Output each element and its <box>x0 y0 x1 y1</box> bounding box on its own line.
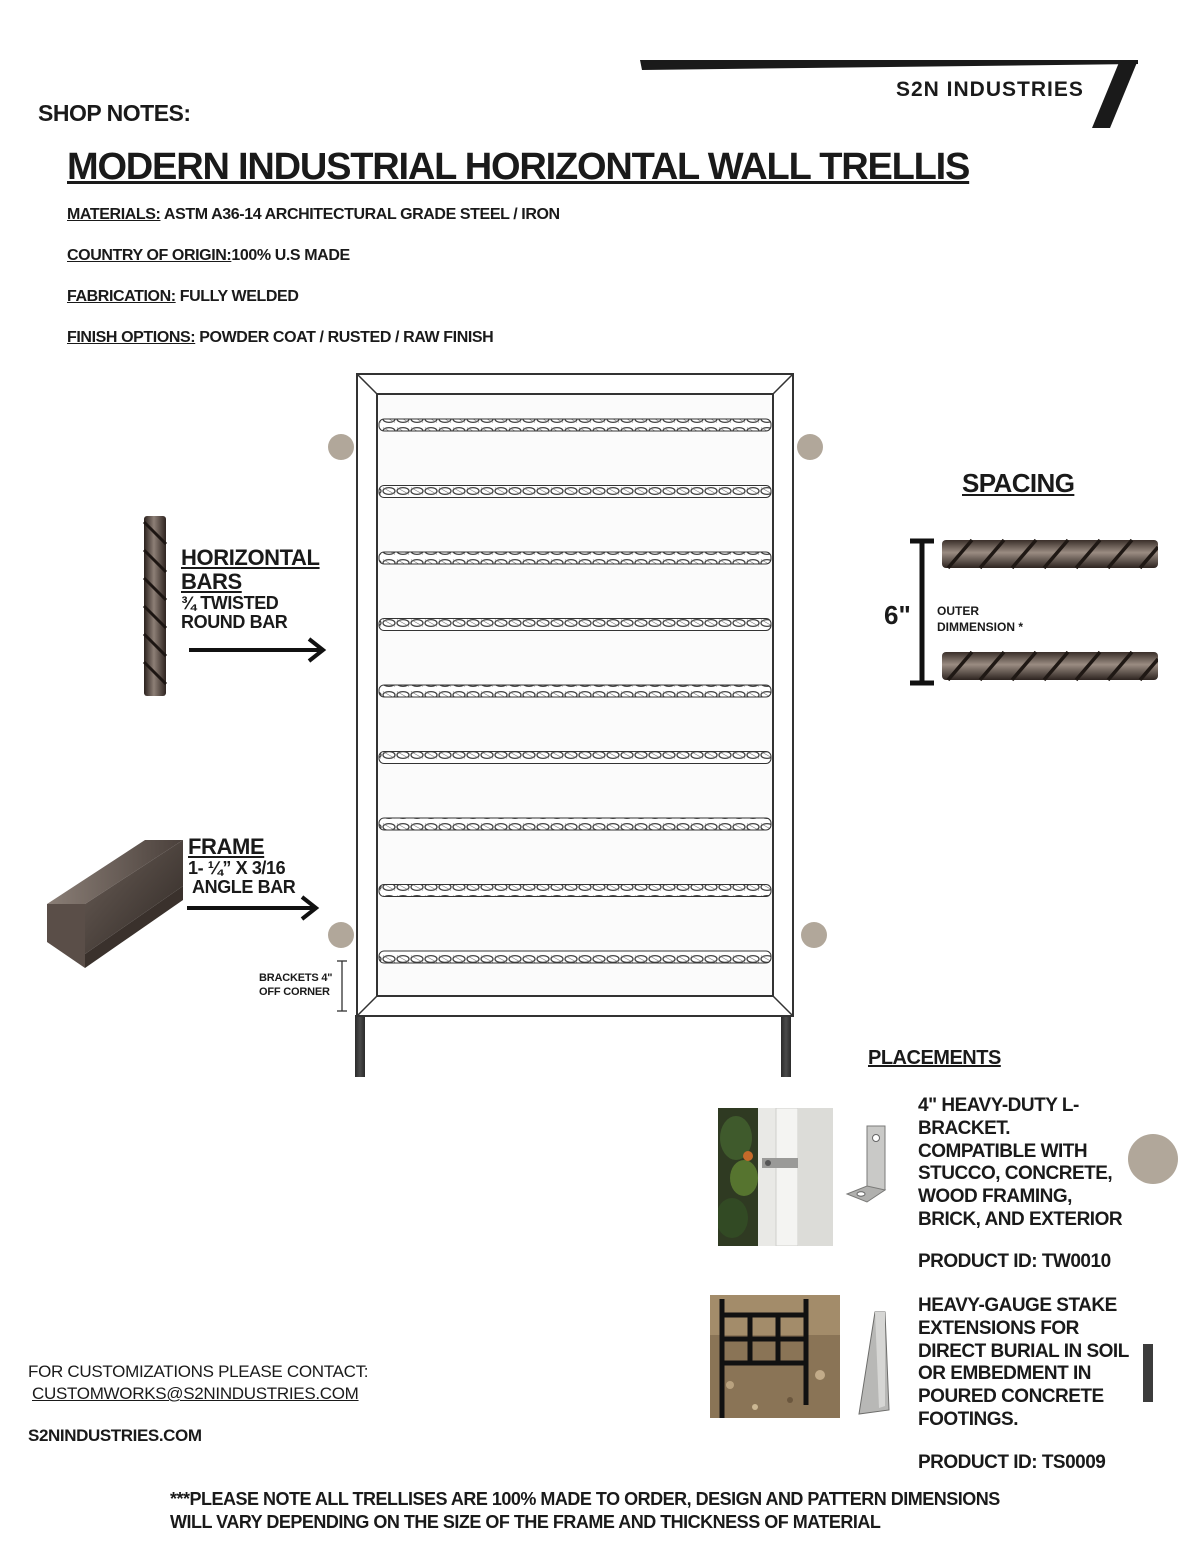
outer-note-line-2: DIMMENSION * <box>937 619 1024 634</box>
spacing-dimension: 6" <box>884 600 911 630</box>
horizontal-bars-sub-2: ROUND BAR <box>181 611 288 632</box>
angle-bar-sample <box>45 838 185 970</box>
stake-desc-line: DIRECT BURIAL IN SOIL <box>918 1340 1129 1362</box>
arrow-right-icon <box>189 636 329 666</box>
outer-note-line-1: OUTER <box>937 604 979 618</box>
bracket-description <box>918 1095 1148 1232</box>
page-title: MODERN INDUSTRIAL HORIZONTAL WALL TRELLIS <box>67 146 970 188</box>
bracket-desc-line: COMPATIBLE WITH <box>918 1140 1088 1162</box>
twisted-bar-6 <box>379 752 771 764</box>
bracket-dot-bottom-right <box>801 922 827 948</box>
bracket-dot-top-left <box>328 434 354 460</box>
twisted-bar-1 <box>379 419 771 431</box>
outer-dimension-note <box>937 604 1023 635</box>
stake-install-photo <box>710 1295 840 1418</box>
arrow-right-icon <box>187 894 322 924</box>
frame-sub-1: 1- ¼” X 3/16 <box>188 857 286 878</box>
horizontal-bars-label <box>181 546 320 632</box>
spec-materials-value: ASTM A36-14 ARCHITECTURAL GRADE STEEL / IRON <box>160 206 560 223</box>
spec-finish <box>67 329 493 347</box>
spec-fabrication-label: FABRICATION: <box>67 288 176 305</box>
spec-origin <box>67 247 350 265</box>
spec-origin-label: COUNTRY OF ORIGIN: <box>67 247 232 264</box>
bracket-install-photo <box>718 1108 833 1246</box>
spec-materials-label: MATERIALS: <box>67 206 161 223</box>
contact-block <box>28 1361 368 1405</box>
spec-fabrication <box>67 288 298 306</box>
bracket-offset-dimension <box>336 960 348 1012</box>
bracket-desc-line: 4" HEAVY-DUTY L- <box>918 1095 1079 1116</box>
frame-heading: FRAME <box>188 834 265 859</box>
twisted-bar-sample <box>942 652 1158 680</box>
frame-sub-2: ANGLE BAR <box>192 877 296 898</box>
spec-materials <box>67 206 560 224</box>
horizontal-bars-heading-2: BARS <box>181 568 242 594</box>
stake-desc-line: OR EMBEDMENT IN <box>918 1363 1091 1385</box>
bracket-desc-line: BRICK, AND EXTERIOR <box>918 1208 1123 1230</box>
stake-desc-line: FOOTINGS. <box>918 1408 1018 1430</box>
trellis-drawing <box>340 365 830 1085</box>
brand-name: S2N INDUSTRIES <box>896 78 1084 101</box>
twisted-bar-sample <box>140 516 170 696</box>
spec-fabrication-value: FULLY WELDED <box>175 288 299 305</box>
bracket-note-line-2: OFF CORNER <box>259 986 330 999</box>
l-bracket-icon <box>845 1124 891 1210</box>
twisted-bar-9 <box>379 951 771 963</box>
placements-heading: PLACEMENTS <box>868 1047 1001 1069</box>
twisted-bar-2 <box>379 486 771 498</box>
bracket-desc-line: WOOD FRAMING, <box>918 1186 1072 1208</box>
stake-product-id: PRODUCT ID: TS0009 <box>918 1452 1106 1473</box>
bracket-note-line-1: BRACKETS 4" <box>259 972 333 984</box>
contact-line: FOR CUSTOMIZATIONS PLEASE CONTACT: <box>28 1362 369 1381</box>
spec-finish-label: FINISH OPTIONS: <box>67 329 196 346</box>
twisted-bar-3 <box>379 552 771 564</box>
horizontal-bars-sub-1: ¾ TWISTED <box>181 592 279 613</box>
stake-right <box>781 1015 791 1077</box>
footnote-line-1: ***PLEASE NOTE ALL TRELLISES ARE 100% MADE TO ORDER, DESIGN AND PATTERN DIMENSIONS <box>170 1489 1000 1509</box>
bracket-dot-bottom-left <box>328 922 354 948</box>
spec-finish-value: POWDER COAT / RUSTED / RAW FINISH <box>195 329 494 346</box>
bracket-offset-note <box>259 971 332 1000</box>
stake-desc-line: HEAVY-GAUGE STAKE <box>918 1295 1117 1316</box>
made-to-order-note <box>170 1488 1090 1533</box>
twisted-bar-sample <box>942 540 1158 568</box>
bracket-product-id: PRODUCT ID: TW0010 <box>918 1251 1111 1272</box>
bracket-desc-line: STUCCO, CONCRETE, <box>918 1163 1113 1185</box>
horizontal-bars-heading-1: HORIZONTAL <box>181 545 320 570</box>
stake-description <box>918 1295 1148 1432</box>
stake-desc-line: POURED CONCRETE <box>918 1386 1104 1408</box>
footnote-line-2: WILL VARY DEPENDING ON THE SIZE OF THE FRAME AND THICKNESS OF MATERIAL <box>170 1511 881 1532</box>
frame-label <box>188 835 295 898</box>
website-link[interactable]: S2NINDUSTRIES.COM <box>28 1426 202 1445</box>
shop-notes-heading: SHOP NOTES: <box>38 100 191 126</box>
twisted-bar-7 <box>379 818 771 830</box>
stake-desc-line: EXTENSIONS FOR <box>918 1317 1079 1339</box>
bracket-desc-line: BRACKET. <box>918 1117 1011 1139</box>
twisted-bar-5 <box>379 685 771 697</box>
bracket-dot-top-right <box>797 434 823 460</box>
stake-left <box>355 1015 365 1077</box>
twisted-bar-4 <box>379 619 771 631</box>
contact-email-link[interactable]: CUSTOMWORKS@S2NINDUSTRIES.COM <box>32 1384 359 1404</box>
spacing-heading: SPACING <box>962 468 1075 498</box>
twisted-bar-8 <box>379 885 771 897</box>
stake-icon <box>855 1310 895 1416</box>
spec-origin-value: 100% U.S MADE <box>231 247 350 264</box>
